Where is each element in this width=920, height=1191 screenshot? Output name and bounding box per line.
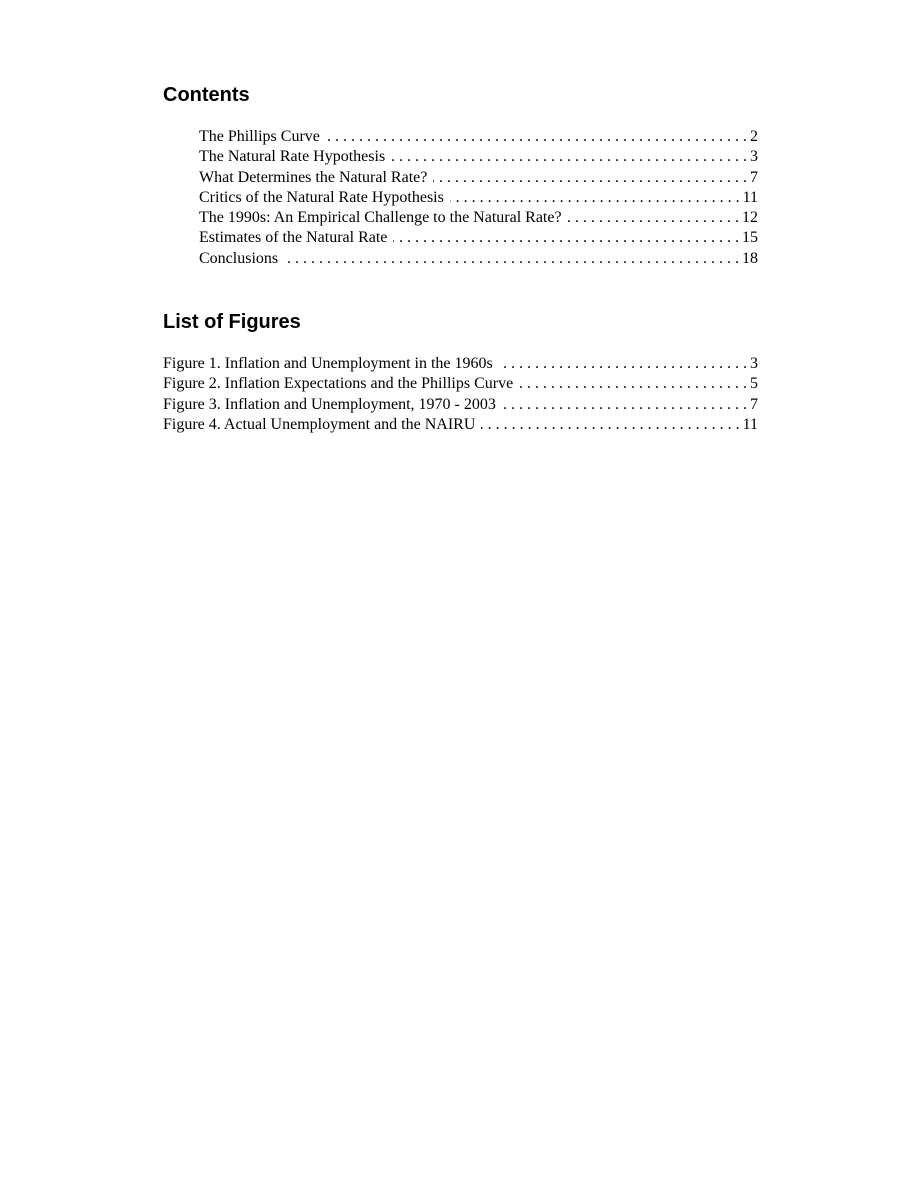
- dot-leader: [391, 147, 747, 167]
- dot-leader: [568, 208, 739, 228]
- dot-leader: [502, 395, 747, 415]
- contents-entry[interactable]: [199, 147, 758, 167]
- dot-leader: [326, 127, 747, 147]
- figure-entry-title: Figure 1. Inflation and Unemployment in the 1960s: [163, 355, 493, 372]
- dot-leader: [284, 249, 739, 269]
- list-of-figures-heading: List of Figures: [163, 311, 301, 333]
- contents-entry-page: 15: [742, 229, 758, 247]
- dot-leader: [499, 354, 747, 374]
- figure-entry[interactable]: [163, 415, 758, 435]
- contents-entry-page: 11: [742, 188, 758, 206]
- figure-entry-page: 5: [750, 375, 758, 393]
- figure-entry-title: Figure 3. Inflation and Unemployment, 1970 - 2003: [163, 395, 496, 413]
- contents-entry-title: The Phillips Curve: [199, 128, 320, 145]
- dot-leader: [433, 168, 747, 188]
- contents-entry[interactable]: [199, 249, 758, 269]
- contents-entry[interactable]: [199, 228, 758, 248]
- dot-leader: [481, 415, 739, 435]
- contents-entry-page: 7: [750, 168, 758, 186]
- contents-list: [199, 127, 758, 269]
- dot-leader: [519, 374, 747, 394]
- contents-entry-page: 3: [750, 148, 758, 166]
- figure-entry-title: Figure 4. Actual Unemployment and the NAIRU: [163, 415, 476, 433]
- contents-entry-title: The Natural Rate Hypothesis: [199, 148, 386, 166]
- contents-entry-page: 12: [742, 209, 758, 227]
- contents-entry[interactable]: [199, 168, 758, 188]
- figure-entry[interactable]: [163, 354, 758, 374]
- figure-entry-page: 11: [742, 415, 758, 433]
- contents-entry-title: What Determines the Natural Rate?: [199, 168, 428, 186]
- contents-entry[interactable]: [199, 208, 758, 228]
- contents-entry-title: Conclusions: [199, 249, 279, 267]
- contents-heading: Contents: [163, 84, 250, 106]
- contents-entry[interactable]: [199, 188, 758, 208]
- figure-entry-page: 3: [750, 355, 758, 372]
- figure-entry[interactable]: [163, 395, 758, 415]
- figure-entry[interactable]: [163, 374, 758, 394]
- figure-entry-page: 7: [750, 395, 758, 413]
- contents-entry-page: 2: [750, 128, 758, 145]
- figure-entry-title: Figure 2. Inflation Expectations and the Phillips Curve: [163, 375, 514, 393]
- contents-entry-title: The 1990s: An Empirical Challenge to the Natural Rate?: [199, 209, 562, 227]
- dot-leader: [450, 188, 740, 208]
- contents-entry[interactable]: [199, 127, 758, 147]
- dot-leader: [393, 228, 739, 248]
- contents-entry-title: Critics of the Natural Rate Hypothesis: [199, 188, 444, 206]
- contents-entry-page: 18: [742, 249, 758, 267]
- list-of-figures: [163, 354, 758, 435]
- contents-entry-title: Estimates of the Natural Rate: [199, 229, 388, 247]
